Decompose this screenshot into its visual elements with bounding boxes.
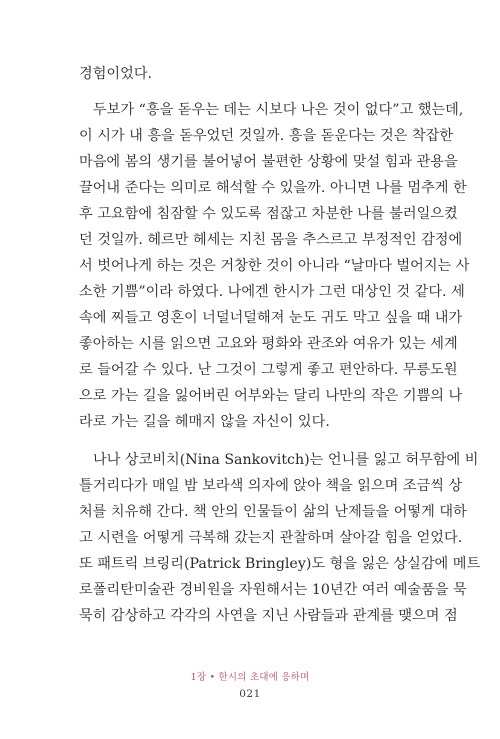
text-line: 끌어내 준다는 의미로 해석할 수 있을까. 아니면 나를 멈추게 한	[79, 180, 467, 196]
page-number: 021	[239, 688, 261, 700]
text-line: 으로 가는 길을 잃어버린 어부와는 달리 나만의 작은 기쁨의 나	[79, 388, 463, 404]
text-line: 서 벗어나게 하는 것은 거창한 것이 아니라 “날마다 벌어지는 사	[79, 258, 470, 274]
text-line: 좋아하는 시를 읽으면 고요와 평화와 관조와 여유가 있는 세계	[79, 336, 458, 352]
text-line: 로폴리탄미술관 경비원을 자원해서는 10년간 여러 예술품을 묵	[79, 582, 467, 598]
paragraph-first-line: 나나 상코비치(Nina Sankovitch)는 언니를 잃고 허무함에 비	[93, 452, 479, 468]
text-line: 속에 찌들고 영혼이 너덜너덜해져 눈도 귀도 막고 싶을 때 내가	[79, 310, 463, 326]
text-line: 처를 치유해 간다. 책 안의 인물들이 삶의 난제들을 어떻게 대하	[79, 504, 467, 520]
text-line: 라로 가는 길을 헤매지 않을 자신이 있다.	[79, 414, 330, 430]
text-line: 소한 기쁨”이라 하였다. 나에겐 한시가 그런 대상인 것 같다. 세	[79, 284, 465, 300]
text-line: 후 고요함에 침잠할 수 있도록 점잖고 차분한 나를 불러일으켰	[79, 206, 458, 222]
text-line: 또 패트릭 브링리(Patrick Bringley)도 형을 잃은 상실감에 메트	[79, 556, 481, 572]
text-line: 틀거리다가 매일 밤 보라색 의자에 앉아 책을 읽으며 조금씩 상	[79, 478, 463, 494]
paragraph-first-line: 두보가 “흥을 돋우는 데는 시보다 나은 것이 없다”고 했는데,	[93, 102, 464, 118]
text-line: 이 시가 내 흥을 돋우었던 것일까. 흥을 돋운다는 것은 착잡한	[79, 128, 454, 144]
text-line: 경험이었다.	[79, 66, 153, 82]
text-line: 던 것일까. 헤르만 헤세는 지친 몸을 추스르고 부정적인 감정에	[79, 232, 463, 248]
text-line: 마음에 봄의 생기를 불어넣어 불편한 상황에 맞설 힘과 관용을	[79, 154, 458, 170]
text-line: 고 시련을 어떻게 극복해 갔는지 관찰하며 살아갈 힘을 얻었다.	[79, 530, 463, 546]
running-footer-chapter: 1장 • 한시의 초대에 응하며	[190, 672, 310, 683]
text-line: 묵히 감상하고 각각의 사연을 지닌 사람들과 관계를 맺으며 점	[79, 608, 458, 624]
text-line: 로 들어갈 수 있다. 난 그것이 그렇게 좋고 편안하다. 무릉도원	[79, 362, 458, 378]
